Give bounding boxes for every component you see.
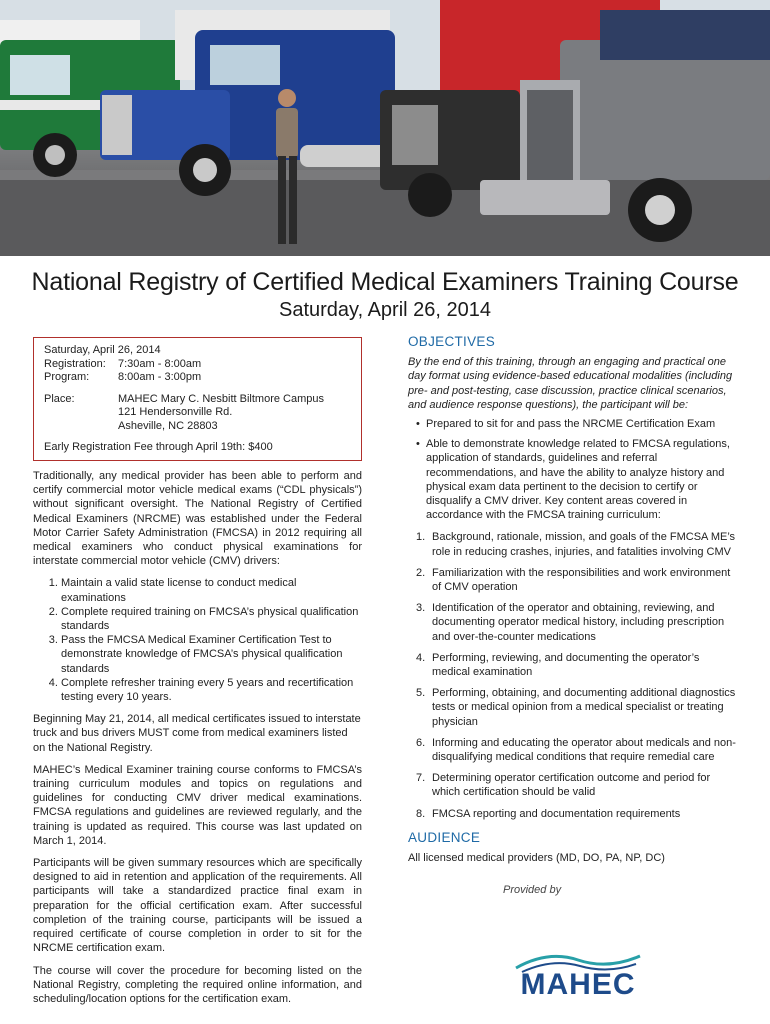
- objectives-intro: By the end of this training, through an engaging and practical one day format using evidence-based educational modalities (including pre- and post-testing, case discussion, practice clinical scenarios, and audience response questions), the participant will be:: [408, 356, 733, 411]
- registration-fee: Early Registration Fee through April 19th: $400: [44, 441, 273, 453]
- item-number: 1.: [416, 531, 426, 544]
- place-row: [44, 393, 351, 434]
- item-number: 2.: [416, 566, 426, 579]
- registration-row: [44, 358, 351, 372]
- objectives-heading: OBJECTIVES: [408, 334, 496, 349]
- logo-wordmark: MAHEC: [520, 968, 636, 998]
- curriculum-paragraph: MAHEC’s Medical Examiner training course conforms to FMCSA’s training curriculum modules and topics on regulations and guidelines for conducting CMV driver medical examinations. FMCSA regulations and guidelines are reviewed regularly, and the training is updated as required. This course was last updated on March 1, 2014.: [33, 763, 362, 847]
- curriculum-item: [416, 771, 738, 799]
- program-time: 8:00am - 3:00pm: [118, 371, 202, 383]
- audience-heading: AUDIENCE: [408, 829, 481, 845]
- item-text: Performing, obtaining, and documenting additional diagnostics tests or medical opinion from a medical specialist or treating physician: [432, 687, 736, 728]
- item-number: 7.: [416, 772, 426, 785]
- registration-label: Registration:: [44, 357, 106, 370]
- registration-time: 7:30am - 8:00am: [118, 357, 202, 370]
- right-column: [408, 335, 738, 898]
- requirement-item: 1. Maintain a valid state license to conduct medical examinations: [61, 576, 362, 604]
- hero-trucks-photo: [0, 0, 770, 256]
- place-line1: MAHEC Mary C. Nesbitt Biltmore Campus: [118, 392, 324, 405]
- curriculum-item: [416, 530, 738, 558]
- program-label: Program:: [44, 371, 90, 383]
- objectives-bullets: [408, 417, 738, 522]
- curriculum-item: [416, 736, 738, 764]
- page-subtitle-date: Saturday, April 26, 2014: [279, 299, 491, 321]
- item-text: Performing, reviewing, and documenting the operator’s medical examination: [432, 651, 700, 679]
- item-number: 6.: [416, 736, 426, 749]
- mahec-logo: [508, 946, 648, 998]
- item-text: Informing and educating the operator about medicals and non-disqualifying medical conditions that require remedial care: [432, 736, 736, 764]
- curriculum-item: [416, 651, 738, 679]
- procedure-paragraph: The course will cover the procedure for becoming listed on the National Registry, completing the required online information, and scheduling/location options for the certification exam.: [33, 964, 362, 1005]
- place-address: [118, 393, 351, 434]
- audience-text: All licensed medical providers (MD, DO, PA, NP, DC): [408, 852, 665, 865]
- place-label: Place:: [44, 392, 75, 405]
- provided-by-label: Provided by: [503, 884, 562, 897]
- requirements-list: [33, 576, 362, 704]
- curriculum-item: [416, 686, 738, 729]
- item-text: FMCSA reporting and documentation requirements: [432, 807, 681, 820]
- item-number: 8.: [416, 807, 426, 820]
- curriculum-list: [408, 530, 738, 820]
- intro-paragraph: Traditionally, any medical provider has been able to perform and certify commercial motor vehicle medical exams (“CDL physicals”) without significant oversight. The National Registry of Certified Medical Examiners (NRCME) was established under the Federal Motor Carrier Safety Administration (FMCSA) in 2012 requiring all medical examiners who conduct physical examinations for interstate commercial motor vehicle (CMV) drivers:: [33, 470, 362, 568]
- item-text: Background, rationale, mission, and goals of the FMCSA ME’s role in reducing crashes, injuries, and fatalities involving CMV: [432, 531, 736, 558]
- program-row: [44, 371, 351, 385]
- page-title: National Registry of Certified Medical Examiners Training Course: [31, 268, 739, 296]
- trucks-photo-icon: [0, 0, 770, 256]
- item-number: 5.: [416, 687, 426, 700]
- event-date: Saturday, April 26, 2014: [44, 344, 161, 356]
- requirement-item: 4. Complete refresher training every 5 years and recertification testing every 10 years.: [61, 676, 362, 704]
- place-line2: 121 Hendersonville Rd.: [118, 406, 233, 418]
- item-text: Identification of the operator and obtaining, reviewing, and documenting operator medical history, including prescription and over-the-counter medications: [432, 602, 725, 643]
- place-line3: Asheville, NC 28803: [118, 419, 218, 432]
- curriculum-item: [416, 601, 738, 644]
- event-info-box: [33, 337, 362, 461]
- item-number: 3.: [416, 602, 426, 615]
- curriculum-item: [416, 807, 738, 821]
- curriculum-item: [416, 566, 738, 594]
- item-text: Determining operator certification outcome and period for which certification should be valid: [432, 772, 711, 799]
- participants-paragraph: Participants will be given summary resources which are specifically designed to aid in retention and application of the requirements. All participants will take a standardized practice final exam in preparation for the official certification exam. After successful completion of the training course, participants will be issued a required certificate of course completion in order to sit for the NRCME certification exam.: [33, 857, 362, 955]
- objective-bullet: • Prepared to sit for and pass the NRCME Certification Exam: [416, 417, 738, 431]
- requirement-item: 3. Pass the FMCSA Medical Examiner Certification Test to demonstrate knowledge of FMCSA’s physical qualification standards: [61, 633, 362, 676]
- requirement-item: 2. Complete required training on FMCSA’s physical qualification standards: [61, 605, 362, 633]
- objective-bullet: • Able to demonstrate knowledge related to FMCSA regulations, application of standards, guidelines and referral recommendations, and have the ability to analyze history and physical exam data pertinent to the decision to certify or disqualify a CMV driver. Key content areas covered in accordance with the FMCSA training curriculum:: [416, 437, 738, 522]
- item-number: 4.: [416, 651, 426, 664]
- deadline-paragraph: Beginning May 21, 2014, all medical certificates issued to interstate truck and bus drivers MUST come from medical examiners listed on the National Registry.: [33, 713, 361, 754]
- left-column: [33, 469, 362, 1014]
- mahec-logo-icon: [508, 946, 648, 998]
- item-text: Familiarization with the responsibilities and work environment of CMV operation: [432, 566, 731, 594]
